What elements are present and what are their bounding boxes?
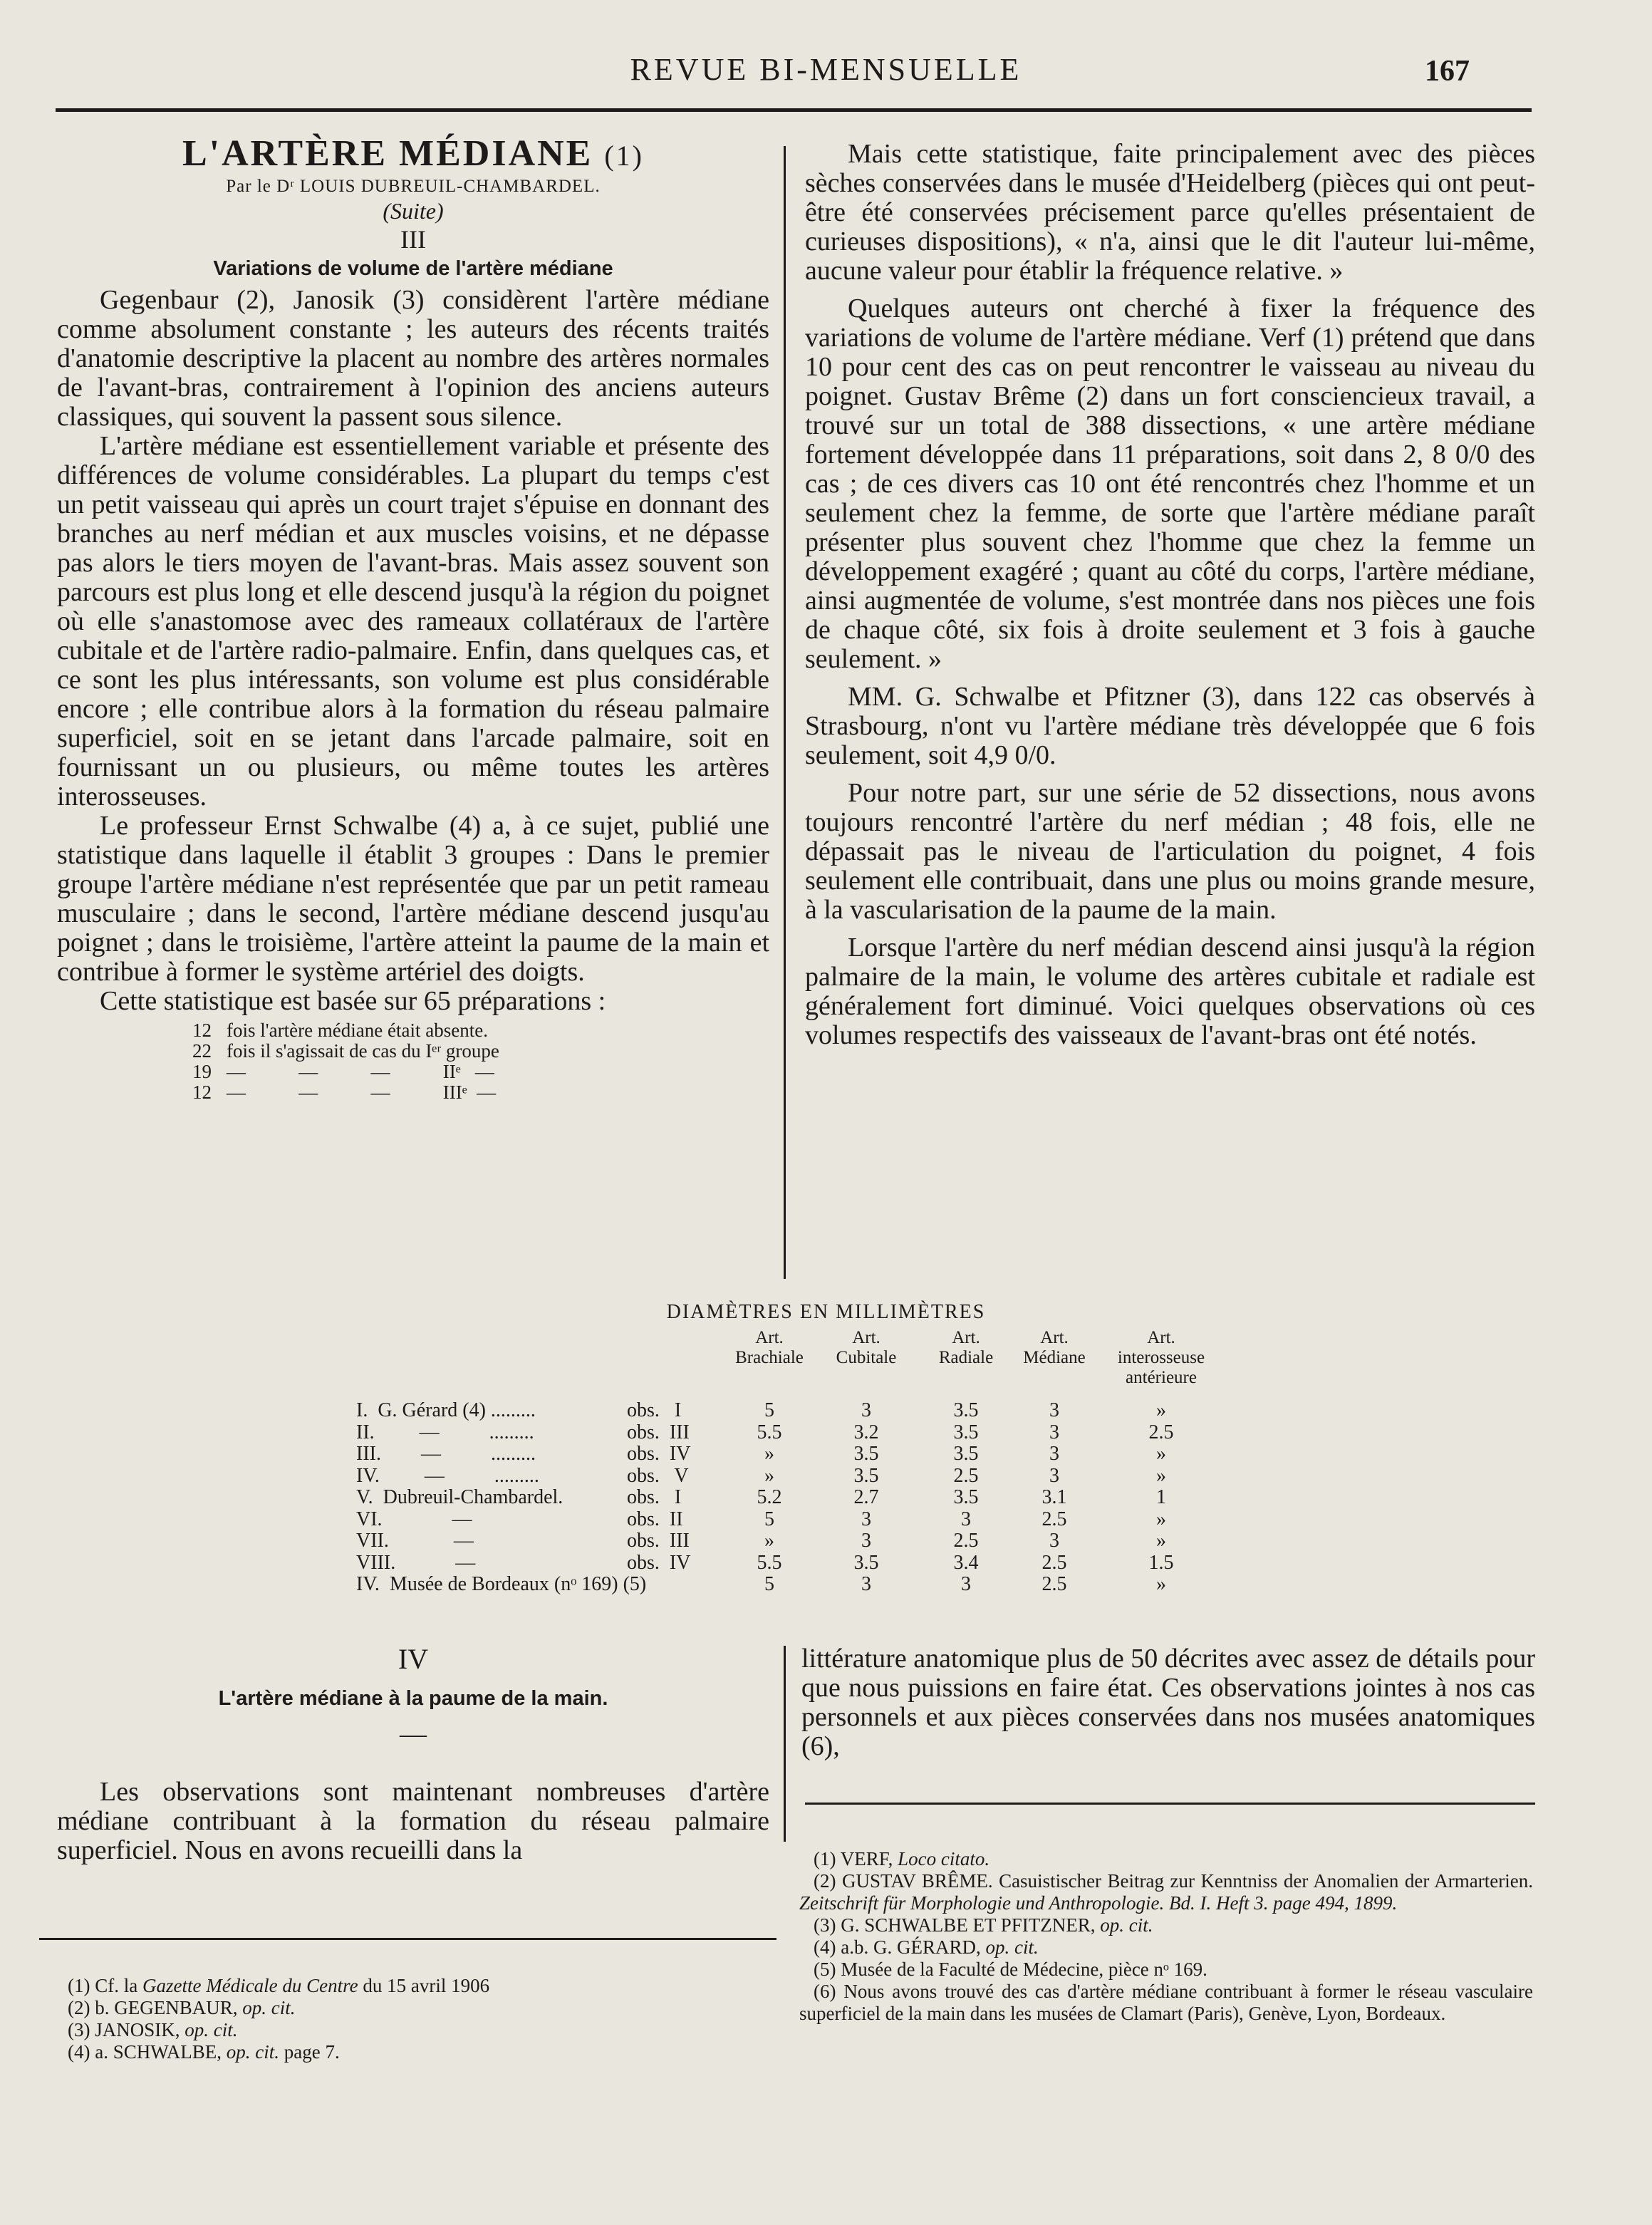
paragraph: Pour notre part, sur une série de 52 dissections, nous avons toujours rencontré l'artère du nerf médian ; 48 fois, elle ne dépassait pas le niveau de l'articulation du poignet, 4 fois seulement elle contribuait, dans une plus ou moins grande mesure, à la vascularisation de la paume de la main. [805,778,1535,925]
left-column [57,134,769,1103]
header-line: Art. [952,1328,980,1347]
table-cell: 2.5 [1041,1573,1067,1595]
footnote [799,1959,1533,1981]
header-line: interosseuse [1117,1348,1205,1367]
footnote-text: du 15 avril 1906 [363,1975,490,1996]
row-label: III. — ......... [356,1443,536,1465]
paragraph: L'artère médiane est essentiellement variable et présente des différences de volume considérables. La plupart du temps c'est un petit vaisseau qui après un court trajet s'épuise en donnant des branches au nerf médian et aux muscles voisins, et ne dépasse pas alors le tiers moyen de l'avant-bras. Mais assez souvent son parcours est plus long et elle descend jusqu'à la région du poignet où elle s'anastomose avec des rameaux collatéraux de l'artère cubitale et de l'artère radio-palmaire. Enfin, dans quelques cas, et ce sont les plus intéressants, son volume est plus considérable encore ; elle contribue alors à la formation du réseau palmaire superficiel, soit en se jetant dans l'arcade palmaire, soit en fournissant un ou plusieurs, ou même toutes les artères interosseuses. [57,431,769,811]
footnote-number: (3) [68,2019,90,2040]
section-4-dash: — [400,1719,427,1749]
header-line: antérieure [1126,1368,1197,1387]
footnote-text: b. GEGENBAUR, [95,1997,238,2018]
footnote-italic: op. cit. [242,1997,296,2018]
table-cell: 3.5 [953,1421,979,1443]
paragraph: Gegenbaur (2), Janosik (3) considèrent l'artère médiane comme absolument constante ; les auteurs des récents traités d'anatomie descriptive la placent au nombre des artères normales de l'avant-bras, contrairement à l'opinion des anciens auteurs classiques, qui souvent la passent sous silence. [57,285,769,432]
header-line: Cubitale [836,1348,897,1367]
table-cell: 3 [1049,1530,1059,1552]
footnote-number: (4) [814,1936,836,1958]
table-cell: 3.5 [953,1486,979,1508]
table-cell: 3.5 [953,1443,979,1465]
footnote-italic: Zeitschrift für Morphologie und Anthropologie. Bd. I. Heft 3. page 494, 1899. [799,1892,1398,1914]
row-label: VII. — [356,1530,474,1552]
table-cell: 5 [764,1508,774,1530]
table-cell: 2.5 [953,1464,979,1487]
table-cell: 3 [961,1508,971,1530]
stat-text: fois il s'agissait de cas du Iᵉʳ groupe [227,1040,499,1062]
table-cell: » [1156,1508,1166,1530]
paragraph: Cette statistique est basée sur 65 préparations : [100,986,606,1016]
row-obs: obs. V [627,1464,689,1487]
table-cell: 3.5 [953,1399,979,1421]
table-cell: » [764,1530,774,1552]
footnotes-right [799,1848,1533,2025]
section-3-title: Variations de volume de l'artère médiane [213,257,613,280]
paragraph: Les observations sont maintenant nombreuses d'artère médiane contribuant à la formation du réseau palmaire superficiel. Nous en avons recueilli dans la [57,1777,769,1865]
section-4-right [801,1644,1535,1761]
stat-count: 19 [192,1061,212,1082]
table-cell: 2.5 [1041,1508,1067,1530]
row-obs: obs. III [627,1421,690,1443]
running-head: REVUE BI-MENSUELLE [630,52,1022,87]
footnote [799,1848,1533,1870]
row-obs: obs. I [627,1399,682,1421]
row-obs: obs. II [627,1508,683,1530]
footnote-rule-left [39,1938,776,1940]
table-cell: » [764,1464,774,1487]
header-rule [56,108,1532,112]
section-3-number: III [400,225,426,254]
table-cell: 3 [1049,1443,1059,1465]
stat-count: 12 [192,1020,212,1041]
table-cell: 3 [861,1530,871,1552]
footnote-text: G. SCHWALBE ET PFITZNER, [841,1914,1096,1936]
paragraph: MM. G. Schwalbe et Pfitzner (3), dans 122 cas observés à Strasbourg, n'ont vu l'artère médiane très développée que 6 fois seulement, soit 4,9 0/0. [805,682,1535,770]
suite-label: (Suite) [383,198,444,224]
diameters-table [0,1328,1652,1606]
footnote-number: (5) [814,1959,836,1980]
footnote-italic: op. cit. [226,2041,279,2063]
stat-line [192,1082,769,1103]
section-4-left [57,1644,769,1865]
footnote [799,1936,1533,1959]
table-cell: 3.5 [853,1551,879,1574]
footnote-text: a.b. G. GÉRARD, [841,1936,981,1958]
footnote-italic: op. cit. [985,1936,1039,1958]
header-line: Art. [1040,1328,1069,1347]
column-header [1090,1328,1232,1388]
table-cell: 2.7 [853,1486,879,1508]
table-cell: 3 [861,1508,871,1530]
article-title: L'ARTÈRE MÉDIANE [182,133,593,174]
table-cell: 1 [1156,1486,1166,1508]
table-cell: 3.1 [1041,1486,1067,1508]
table-cell: 2.5 [953,1530,979,1552]
header-line: Art. [852,1328,880,1347]
row-label: II. — ......... [356,1421,534,1443]
header-line: Médiane [1023,1348,1086,1367]
table-cell: 3.4 [953,1551,979,1574]
footnote-number: (4) [68,2041,90,2063]
footnote-number: (6) [814,1981,836,2002]
table-title: DIAMÈTRES EN MILLIMÈTRES [666,1301,986,1323]
table-cell: 3 [1049,1421,1059,1443]
table-cell: » [1156,1443,1166,1465]
header-line: Brachiale [735,1348,804,1367]
table-cell: 5.5 [757,1551,782,1574]
footnote-number: (1) [814,1848,836,1869]
footnote-number: (2) [814,1870,836,1892]
stat-line [192,1041,769,1062]
footnote-rule-right [805,1803,1535,1805]
table-cell: 1.5 [1148,1551,1174,1574]
stat-count: 22 [192,1040,212,1062]
table-cell: 3 [861,1573,871,1595]
footnote [53,2019,766,2041]
footnote-number: (1) [68,1975,90,1996]
footnote [53,1975,766,1997]
footnote-text: JANOSIK, [95,2019,180,2040]
footnote-text: page 7. [284,2041,340,2063]
footnote [53,2041,766,2063]
paragraph: Quelques auteurs ont cherché à fixer la fréquence des variations de volume de l'artère médiane. Verf (1) prétend que dans 10 pour cent des cas on peut rencontrer le vaisseau au niveau du poignet. Gustav Brême (2) dans un fort consciencieux travail, a trouvé sur un total de 388 dissections, « une artère médiane fortement développée dans 11 préparations, soit dans 2, 8 0/0 des cas ; de ces divers cas 10 ont été rencontrés chez l'homme et un seulement chez la femme, de sorte que l'artère médiane paraît présenter plus souvent chez l'homme que chez la femme un développement exagéré ; quant au côté du corps, l'artère médiane, ainsi augmentée de volume, s'est montrée dans nos pièces une fois de chaque côté, six fois à droite seulement et 3 fois à gauche seulement. » [805,294,1535,674]
footnote-text: VERF, [840,1848,893,1869]
right-column [805,140,1535,1050]
footnote-italic: op. cit. [185,2019,238,2040]
row-label: I. G. Gérard (4) ......... [356,1399,536,1421]
paragraph: littérature anatomique plus de 50 décrites avec assez de détails pour que nous puissions en faire état. Ces observations jointes à nos cas personnels et aux pièces conservées dans nos musées anatomiques (6), [801,1644,1535,1761]
table-cell: 5.2 [757,1486,782,1508]
column-header [809,1328,923,1368]
stat-count: 12 [192,1082,212,1103]
footnote [799,1870,1533,1914]
row-label: VI. — [356,1508,472,1530]
table-cell: 2.5 [1041,1551,1067,1574]
stat-text: — — — IIIᵉ — [227,1082,497,1103]
row-label: VIII. — [356,1551,476,1574]
footnote-text: Cf. la [95,1975,138,1996]
row-obs: obs. IV [627,1551,691,1574]
statistics-list [192,1020,769,1103]
stat-line [192,1020,769,1041]
section-4-title: L'artère médiane à la paume de la main. [218,1687,608,1710]
table-cell: » [1156,1573,1166,1595]
table-cell: 2.5 [1148,1421,1174,1443]
byline: Par le Dʳ LOUIS DUBREUIL-CHAMBARDEL. [226,177,601,196]
table-cell: 3.5 [853,1443,879,1465]
page-number: 167 [1425,55,1470,88]
footnote-text: GUSTAV BRÊME. Casuistischer Beitrag zur Kenntniss der Anomalien der Armarterien. [841,1870,1533,1892]
footnote-italic: Gazette Médicale du Centre [142,1975,358,1996]
stat-text: — — — IIᵉ — [227,1061,494,1082]
paragraph: Le professeur Ernst Schwalbe (4) a, à ce sujet, publié une statistique dans laquelle il établit 3 groupes : Dans le premier groupe l'artère médiane n'est représentée que par un petit rameau musculaire ; dans le second, l'artère médiane descend jusqu'au poignet ; dans le troisième, l'artère atteint la paume de la main et contribue à former le système artériel des doigts. [57,811,769,987]
footnote-number: (3) [814,1914,836,1936]
row-obs: obs. IV [627,1443,691,1465]
row-obs: obs. III [627,1530,690,1552]
footnote [799,1981,1533,2025]
column-divider-top [784,146,786,1279]
row-label: IV. — ......... [356,1464,539,1487]
header-line: Radiale [938,1348,994,1367]
article-title-block [57,134,769,176]
stat-text: fois l'artère médiane était absente. [227,1020,488,1041]
paragraph: Lorsque l'artère du nerf médian descend ainsi jusqu'à la région palmaire de la main, le volume des artères cubitale et radiale est généralement fort diminué. Voici quelques observations où ces volumes respectifs des vaisseaux de l'avant-bras ont été notés. [805,933,1535,1050]
column-divider-bottom [784,1646,786,1842]
footnote-number: (2) [68,1997,90,2018]
row-obs: obs. I [627,1486,682,1508]
footnote-italic: op. cit. [1100,1914,1153,1936]
table-cell: 3.2 [853,1421,879,1443]
footnote-text: Musée de la Faculté de Médecine, pièce nᵒ 169. [841,1959,1207,1980]
footnote [799,1914,1533,1936]
row-label: V. Dubreuil-Chambardel. [356,1486,563,1508]
footnote [53,1997,766,2019]
table-cell: 3 [961,1573,971,1595]
table-cell: 5.5 [757,1421,782,1443]
table-cell: 3 [1049,1464,1059,1487]
footnotes-left [53,1975,766,2063]
table-cell: 3 [1049,1399,1059,1421]
table-cell: » [1156,1530,1166,1552]
header-line: Art. [1147,1328,1175,1347]
table-cell: 5 [764,1573,774,1595]
header-line: Art. [755,1328,784,1347]
footnote-text: a. SCHWALBE, [95,2041,222,2063]
section-4-number: IV [398,1643,429,1675]
table-cell: » [764,1443,774,1465]
table-cell: 5 [764,1399,774,1421]
table-cell: 3.5 [853,1464,879,1487]
paragraph: Mais cette statistique, faite principalement avec des pièces sèches conservées dans le musée d'Heidelberg (pièces qui ont peut-être été conservées précisement parce qu'elles présentaient de curieuses dispositions), « n'a, ainsi que le dit l'auteur lui-même, aucune valeur pour établir la fréquence relative. » [805,139,1535,286]
footnote-text: Nous avons trouvé des cas d'artère médiane contribuant à former le réseau vasculaire superficiel de la main dans les musées de Clamart (Paris), Genève, Lyon, Bordeaux. [799,1981,1533,2024]
stat-line [192,1062,769,1082]
row-label: IV. Musée de Bordeaux (nᵒ 169) (5) [356,1573,647,1595]
table-cell: 3 [861,1399,871,1421]
table-cell: » [1156,1399,1166,1421]
table-cell: » [1156,1464,1166,1487]
footnote-italic: Loco citato. [898,1848,990,1869]
article-title-note: (1) [604,140,644,172]
